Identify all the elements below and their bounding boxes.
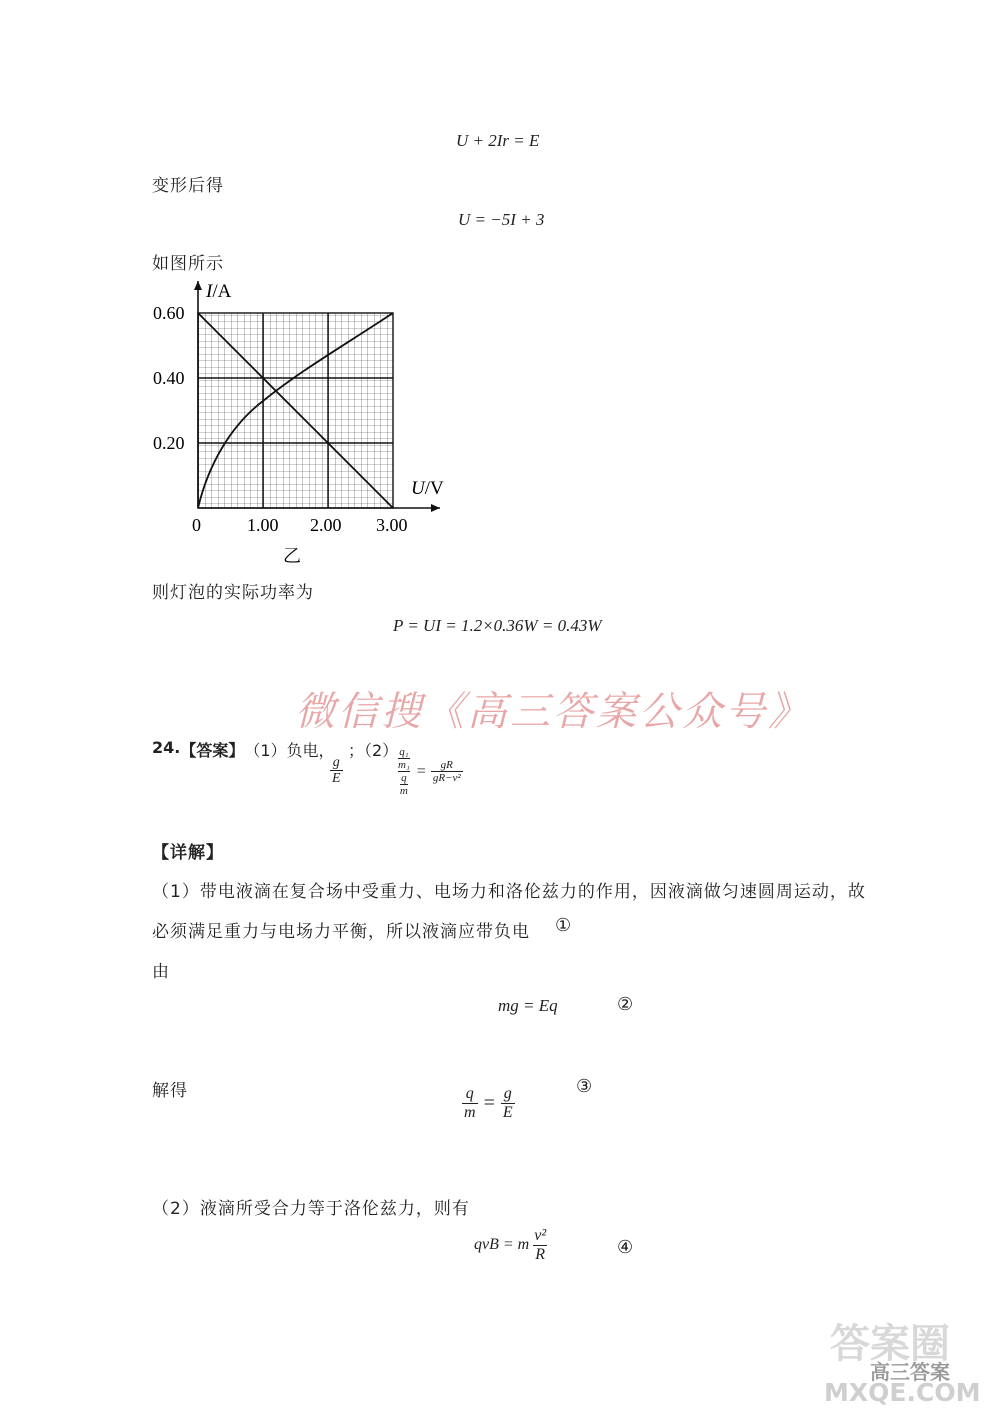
- q24-compound-fraction: q₁ m₁ q m: [398, 746, 410, 798]
- para1-line2: 必须满足重力与电场力平衡，所以液滴应带负电: [152, 922, 530, 942]
- equation-q-over-m: $\frac{q}{m}$ = $\frac{g}{E}$: [464, 1085, 513, 1121]
- solve-label: 解得: [152, 1081, 188, 1101]
- y-tick-040: 0.40: [153, 368, 185, 388]
- x-tick-200: 2.00: [310, 515, 342, 535]
- by-label: 由: [152, 962, 170, 982]
- q24-frac-gr: $\frac{gR}{\text{gR−v²}}$: [432, 759, 461, 785]
- q24-separator: ；（2）: [348, 741, 399, 760]
- y-axis-label: I/A: [206, 281, 232, 302]
- q24-part1: （1）负电，: [244, 741, 335, 760]
- corner-logo-mid: 高三答案: [870, 1360, 950, 1384]
- iv-graph-svg: [140, 276, 460, 576]
- q24-frac-g-over-e: $\frac{g}{E}$: [332, 755, 341, 787]
- as-shown-label: 如图所示: [152, 254, 224, 274]
- transform-label: 变形后得: [152, 176, 224, 196]
- para1-line1: （1）带电液滴在复合场中受重力、电场力和洛伦兹力的作用，因液滴做匀速圆周运动，故: [152, 882, 866, 902]
- x-tick-100: 1.00: [247, 515, 279, 535]
- y-tick-020: 0.20: [153, 433, 185, 453]
- equation-mg-eq: mg = Eq: [498, 996, 558, 1015]
- q24-answer-tag: 【答案】: [180, 741, 245, 760]
- power-intro: 则灯泡的实际功率为: [152, 583, 314, 603]
- y-tick-060: 0.60: [153, 303, 185, 323]
- para2: （2）液滴所受合力等于洛伦兹力，则有: [152, 1199, 470, 1219]
- x-tick-300: 3.00: [376, 515, 408, 535]
- mark-1: ①: [555, 915, 572, 935]
- y-axis-arrow: [194, 281, 202, 290]
- equation-qvb: qvB = m $\frac{\text{v²}}{R}$: [474, 1227, 547, 1263]
- equation-kvl: U + 2Ir = E: [456, 131, 540, 150]
- power-equation: P = UI = 1.2×0.36W = 0.43W: [393, 616, 602, 635]
- detail-tag: 【详解】: [152, 843, 224, 863]
- corner-logo-bottom: MXQE.COM: [824, 1378, 981, 1407]
- x-axis-arrow: [431, 504, 440, 512]
- iv-graph: [140, 276, 460, 576]
- x-tick-0: 0: [192, 515, 201, 535]
- corner-logo: [820, 1312, 990, 1407]
- mark-3: ③: [576, 1076, 593, 1096]
- q24-ratio-equation: q₁ m₁ q m = $\frac{gR}{\text{gR−v²}}$: [398, 746, 461, 798]
- x-axis-label: U/V: [411, 478, 444, 499]
- graph-caption: 乙: [283, 546, 301, 567]
- equation-u-vs-i: U = −5I + 3: [458, 210, 545, 229]
- watermark: 微信搜《高三答案公众号》: [295, 689, 811, 735]
- mark-2: ②: [617, 994, 634, 1014]
- mark-4: ④: [617, 1237, 634, 1257]
- q24-answer-line: [152, 738, 335, 761]
- q24-number: 24.: [152, 738, 181, 757]
- corner-logo-top: 答案圈: [830, 1321, 950, 1367]
